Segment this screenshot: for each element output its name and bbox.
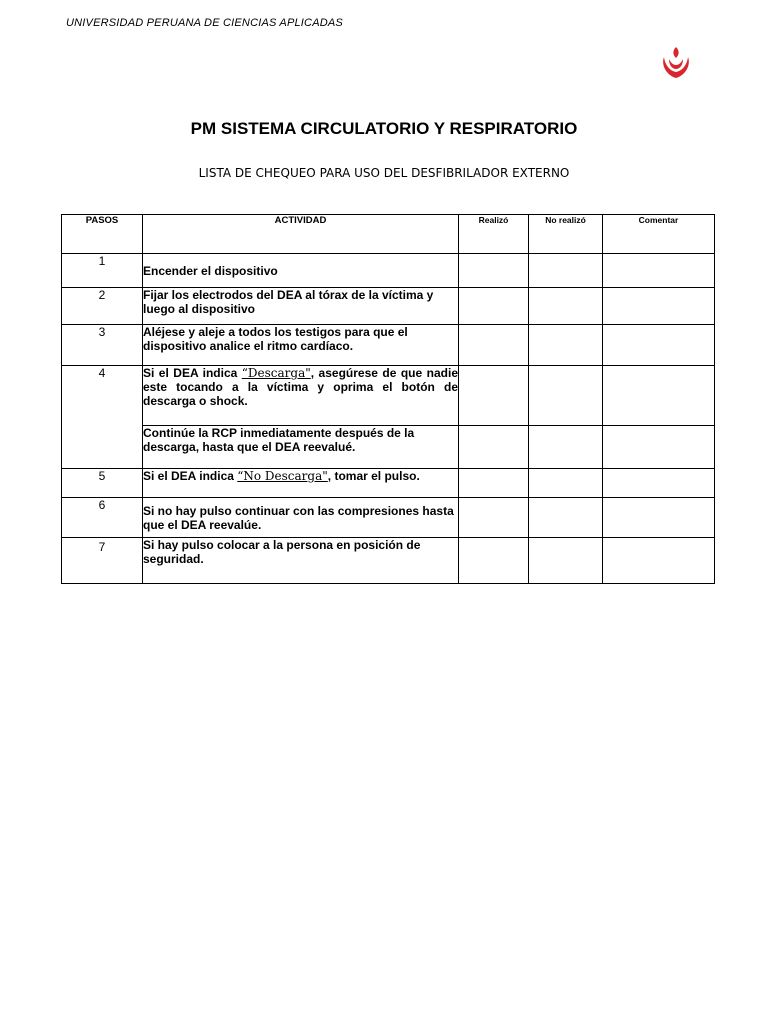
activity-text-pre: Si el DEA indica bbox=[143, 469, 238, 483]
table-row bbox=[62, 498, 715, 538]
document-title: PM SISTEMA CIRCULATORIO Y RESPIRATORIO bbox=[190, 119, 578, 138]
column-header-pasos: PASOS bbox=[62, 215, 143, 254]
step-number: 3 bbox=[62, 325, 143, 366]
comentar-cell[interactable] bbox=[603, 469, 715, 498]
table-row bbox=[62, 426, 715, 469]
table-row bbox=[62, 366, 715, 426]
no-realizo-cell[interactable] bbox=[529, 366, 603, 426]
no-realizo-cell[interactable] bbox=[529, 325, 603, 366]
table-row bbox=[62, 254, 715, 288]
document-subtitle: LISTA DE CHEQUEO PARA USO DEL DESFIBRILADOR EXTERNO bbox=[198, 166, 570, 180]
realizo-cell[interactable] bbox=[459, 288, 529, 325]
comentar-cell[interactable] bbox=[603, 254, 715, 288]
activity-cell: Aléjese y aleje a todos los testigos para que el dispositivo analice el ritmo cardíaco. bbox=[143, 325, 459, 366]
activity-cell bbox=[143, 366, 459, 426]
table-row bbox=[62, 538, 715, 584]
no-realizo-cell[interactable] bbox=[529, 498, 603, 538]
activity-text-pre: Si el DEA indica bbox=[143, 366, 242, 380]
realizo-cell[interactable] bbox=[459, 498, 529, 538]
column-header-no-realizo: No realizó bbox=[529, 215, 603, 254]
step-number: 2 bbox=[62, 288, 143, 325]
activity-cell: Continúe la RCP inmediatamente después de la descarga, hasta que el DEA reevalué. bbox=[143, 426, 459, 469]
realizo-cell[interactable] bbox=[459, 538, 529, 584]
activity-cell bbox=[143, 469, 459, 498]
no-realizo-cell[interactable] bbox=[529, 254, 603, 288]
no-realizo-cell[interactable] bbox=[529, 288, 603, 325]
realizo-cell[interactable] bbox=[459, 426, 529, 469]
activity-cell: Si hay pulso colocar a la persona en posición de seguridad. bbox=[143, 538, 459, 584]
comentar-cell[interactable] bbox=[603, 288, 715, 325]
university-name: UNIVERSIDAD PERUANA DE CIENCIAS APLICADAS bbox=[66, 17, 343, 29]
checklist-table bbox=[61, 214, 715, 584]
realizo-cell[interactable] bbox=[459, 254, 529, 288]
step-number: 4 bbox=[62, 366, 143, 469]
step-number: 7 bbox=[62, 538, 143, 584]
step-number: 6 bbox=[62, 498, 143, 538]
realizo-cell[interactable] bbox=[459, 325, 529, 366]
no-descarga-emphasis: “No Descarga" bbox=[237, 469, 328, 483]
descarga-emphasis: “Descarga" bbox=[241, 366, 311, 380]
activity-text-post: , tomar el pulso. bbox=[327, 469, 420, 483]
comentar-cell[interactable] bbox=[603, 426, 715, 469]
column-header-actividad: ACTIVIDAD bbox=[143, 215, 459, 254]
column-header-realizo: Realizó bbox=[459, 215, 529, 254]
table-row bbox=[62, 288, 715, 325]
comentar-cell[interactable] bbox=[603, 366, 715, 426]
realizo-cell[interactable] bbox=[459, 469, 529, 498]
table-header-row bbox=[62, 215, 715, 254]
step-number: 1 bbox=[62, 254, 143, 288]
activity-cell: Encender el dispositivo bbox=[143, 254, 459, 288]
realizo-cell[interactable] bbox=[459, 366, 529, 426]
no-realizo-cell[interactable] bbox=[529, 469, 603, 498]
table-row bbox=[62, 325, 715, 366]
activity-text-post: , asegúrese de que nadie este tocando a la víctima y oprima el botón de descarga o shock. bbox=[143, 366, 458, 408]
table-row bbox=[62, 469, 715, 498]
no-realizo-cell[interactable] bbox=[529, 426, 603, 469]
comentar-cell[interactable] bbox=[603, 498, 715, 538]
activity-cell: Si no hay pulso continuar con las compresiones hasta que el DEA reevalúe. bbox=[143, 498, 459, 538]
activity-cell: Fijar los electrodos del DEA al tórax de la víctima y luego al dispositivo bbox=[143, 288, 459, 325]
no-realizo-cell[interactable] bbox=[529, 538, 603, 584]
comentar-cell[interactable] bbox=[603, 325, 715, 366]
upc-flame-logo-icon bbox=[658, 45, 694, 81]
column-header-comentar: Comentar bbox=[603, 215, 715, 254]
comentar-cell[interactable] bbox=[603, 538, 715, 584]
step-number: 5 bbox=[62, 469, 143, 498]
